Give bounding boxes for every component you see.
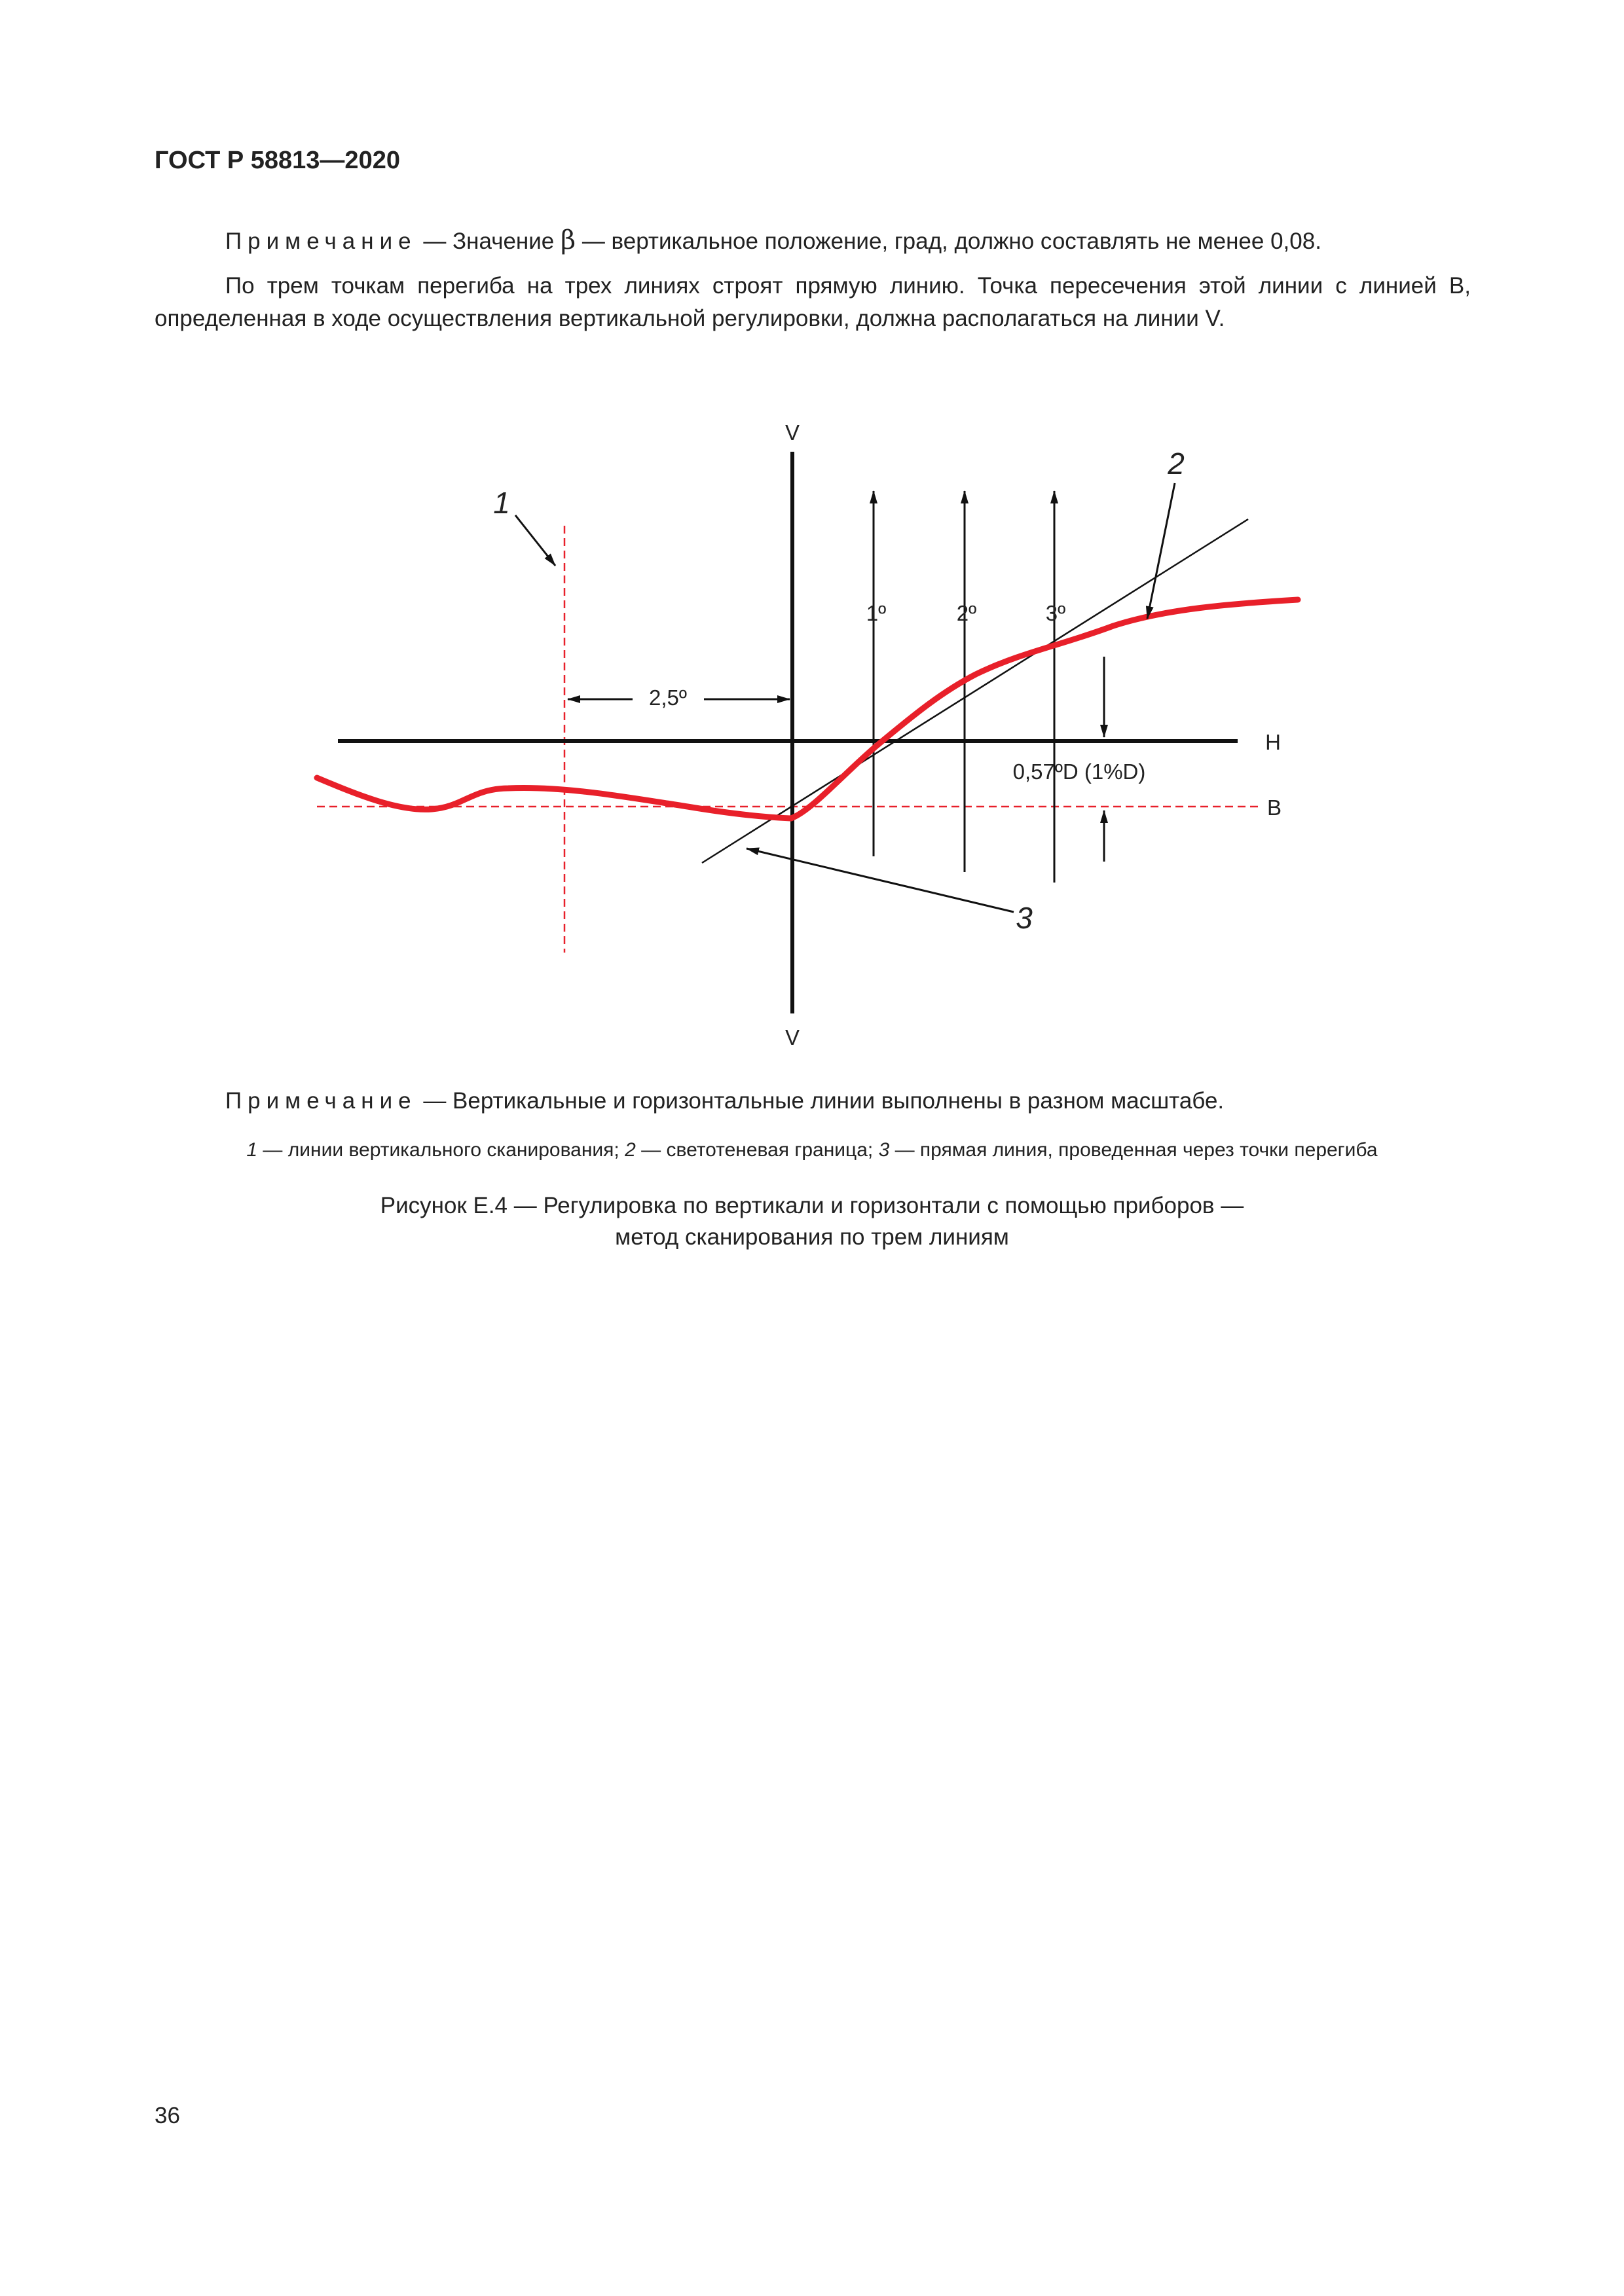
label-b: B [1266, 795, 1282, 820]
scan-label-2: 2º [956, 601, 977, 625]
note-scale [225, 1088, 1224, 1114]
legend-num-3: 3 [878, 1139, 890, 1161]
legend-text-2: — светотеневая граница; [635, 1139, 879, 1161]
note2-prefix: Примечание [225, 1088, 417, 1114]
legend-text-1: — линии вертикального сканирования; [257, 1139, 625, 1161]
legend-text-3: — прямая линия, проведенная через точки перегиба [889, 1139, 1378, 1161]
document-header: ГОСТ Р 58813—2020 [155, 147, 400, 174]
paragraph-text: По трем точкам перегиба на трех линиях строят прямую линию. Точка пересечения этой линии с линией B, определенная в ходе осуществления вертикальной регулировки, должна располагаться на линии V. [155, 273, 1471, 331]
offset-label: 2,5º [649, 685, 687, 710]
gap-label: 0,57ºD (1%D) [1012, 759, 1146, 784]
callout-2-leader [1147, 483, 1175, 619]
callout-3-label: 3 [1016, 901, 1033, 935]
legend-num-1: 1 [246, 1139, 258, 1161]
beta-symbol: β [560, 225, 576, 255]
inflection-straight-line [702, 519, 1248, 863]
label-v-bottom: V [784, 1025, 800, 1049]
legend-num-2: 2 [625, 1139, 636, 1161]
caption-line-1: Рисунок Е.4 — Регулировка по вертикали и горизонтали с помощью приборов — [380, 1193, 1244, 1218]
callout-1-label: 1 [493, 486, 510, 520]
figure-diagram [0, 0, 1624, 1074]
note-dash-text: — Значение [416, 228, 561, 254]
page-number: 36 [155, 2103, 180, 2128]
note-prefix: Примечание [225, 228, 417, 254]
note-rest: — вертикальное положение, град, должно составлять не менее 0,08. [576, 228, 1321, 254]
label-v-top: V [784, 420, 800, 445]
label-h: H [1265, 730, 1281, 754]
figure-legend [0, 1139, 1624, 1161]
callout-1-leader [515, 515, 555, 566]
cutoff-curve [317, 600, 1298, 818]
callout-3-leader [747, 848, 1014, 912]
callout-2-label: 2 [1168, 446, 1185, 481]
caption-line-2: метод сканирования по трем линиям [615, 1224, 1009, 1250]
figure-caption [0, 1190, 1624, 1253]
scan-label-3: 3º [1045, 601, 1066, 625]
scan-label-1: 1º [866, 601, 887, 625]
note2-text: — Вертикальные и горизонтальные линии выполнены в разном масштабе. [416, 1088, 1225, 1114]
